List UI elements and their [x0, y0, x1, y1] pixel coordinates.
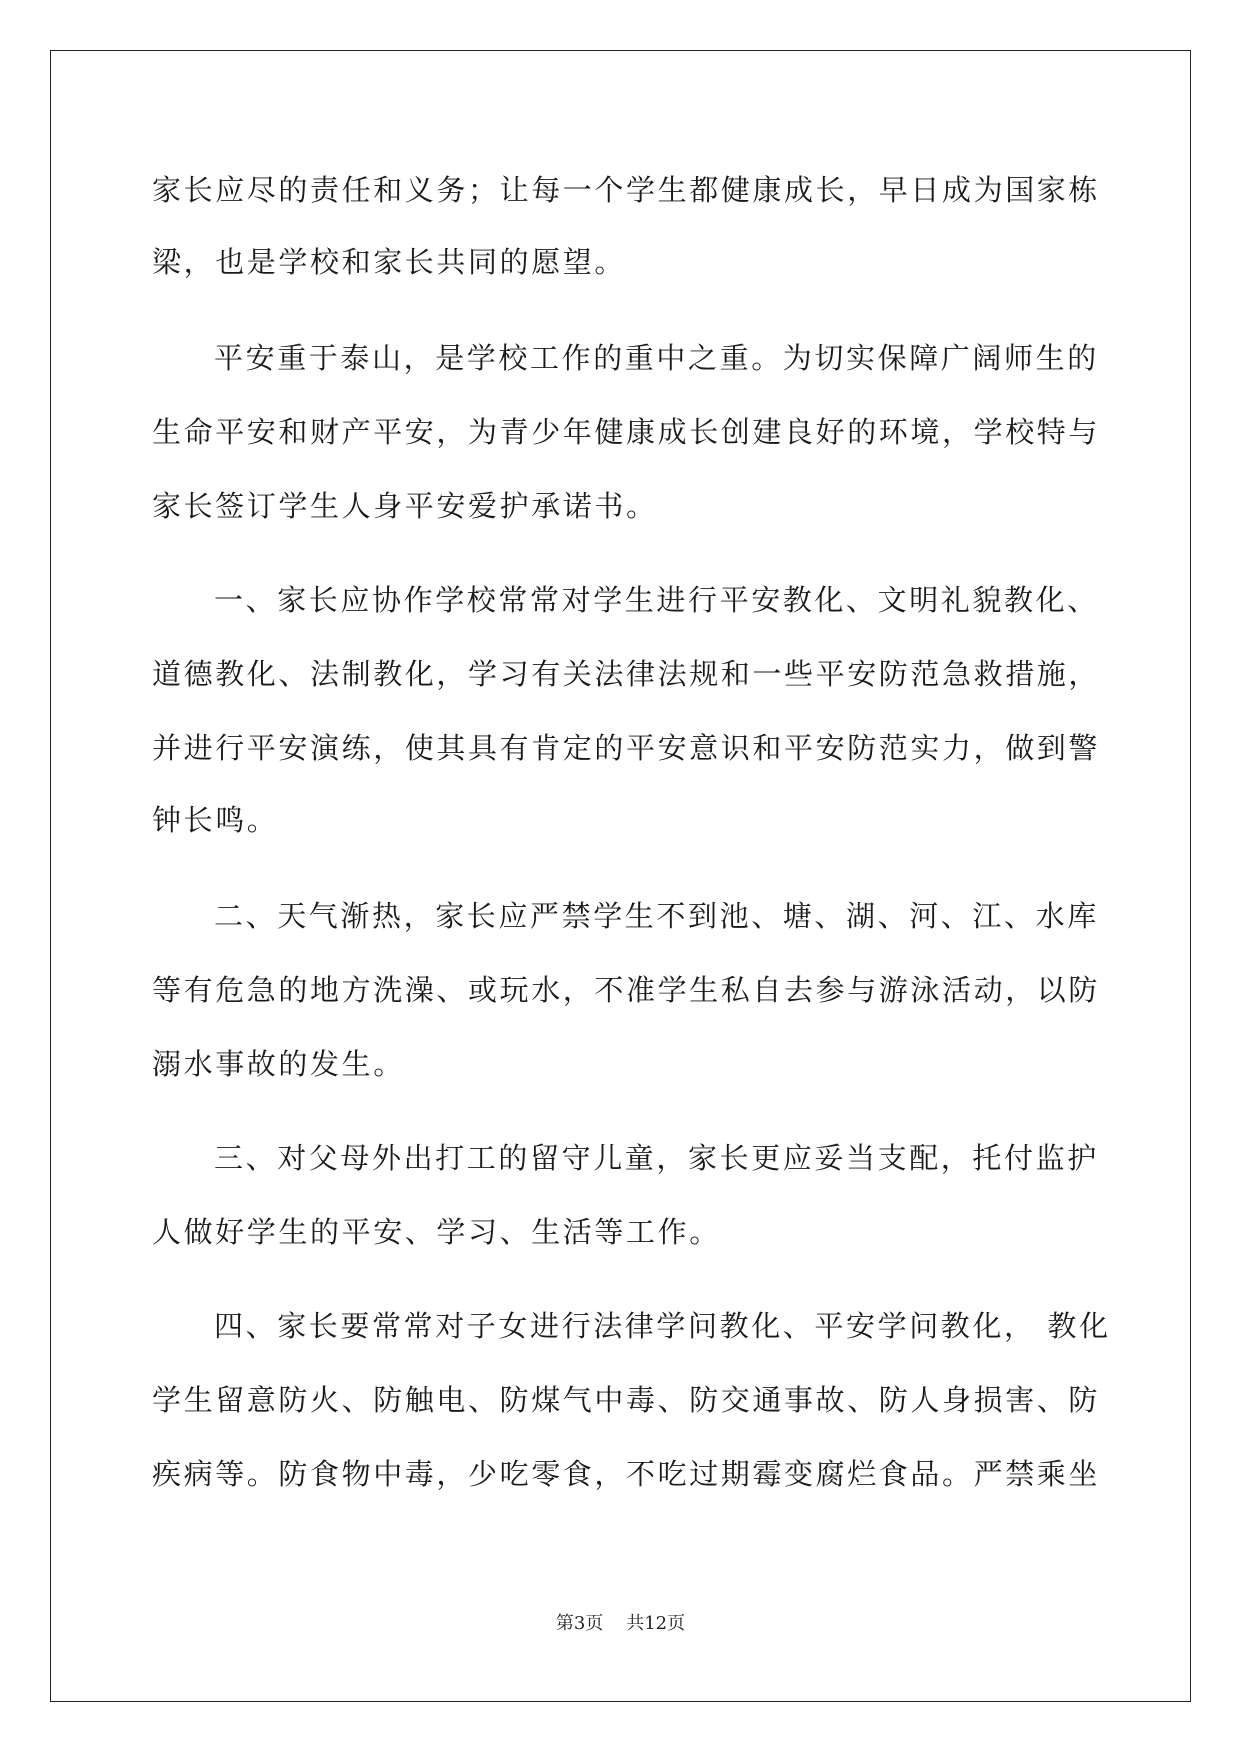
text-line: 梁，也是学校和家长共同的愿望。: [152, 245, 627, 279]
footer-spacer: [603, 1613, 626, 1634]
text-line: 疾病等。防食物中毒，少吃零食，不吃过期霉变腐烂食品。严禁乘坐: [152, 1457, 1101, 1491]
text-line: 平安重于泰山，是学校工作的重中之重。为切实保障广阔师生的: [214, 341, 1099, 375]
text-line: 一、家长应协作学校常常对学生进行平安教化、文明礼貌教化、: [214, 583, 1099, 617]
text-line: 并进行平安演练，使其具有肯定的平安意识和平安防范实力，做到警: [152, 731, 1101, 765]
text-line: 家长应尽的责任和义务；让每一个学生都健康成长，早日成为国家栋: [152, 173, 1101, 207]
text-line: 道德教化、法制教化，学习有关法律法规和一些平安防范急救措施，: [152, 657, 1101, 691]
page-number-current: 第3页: [555, 1613, 604, 1634]
page-footer: [0, 1612, 1241, 1636]
text-line: 生命平安和财产平安，为青少年健康成长创建良好的环境，学校特与: [152, 415, 1101, 449]
page-number-total: 共12页: [626, 1613, 686, 1634]
text-line: 钟长鸣。: [152, 803, 279, 837]
text-line: 人做好学生的平安、学习、生活等工作。: [152, 1215, 721, 1249]
text-line: 二、天气渐热，家长应严禁学生不到池、塘、湖、河、江、水库: [214, 899, 1099, 933]
text-line: 三、对父母外出打工的留守儿童，家长更应妥当支配，托付监护: [214, 1141, 1099, 1175]
text-line: 四、家长要常常对子女进行法律学问教化、平安学问教化， 教化: [214, 1309, 1111, 1343]
text-line: 学生留意防火、防触电、防煤气中毒、防交通事故、防人身损害、防: [152, 1383, 1101, 1417]
text-line: 等有危急的地方洗澡、或玩水，不准学生私自去参与游泳活动，以防: [152, 973, 1101, 1007]
text-line: 家长签订学生人身平安爱护承诺书。: [152, 489, 658, 523]
text-line: 溺水事故的发生。: [152, 1047, 405, 1081]
